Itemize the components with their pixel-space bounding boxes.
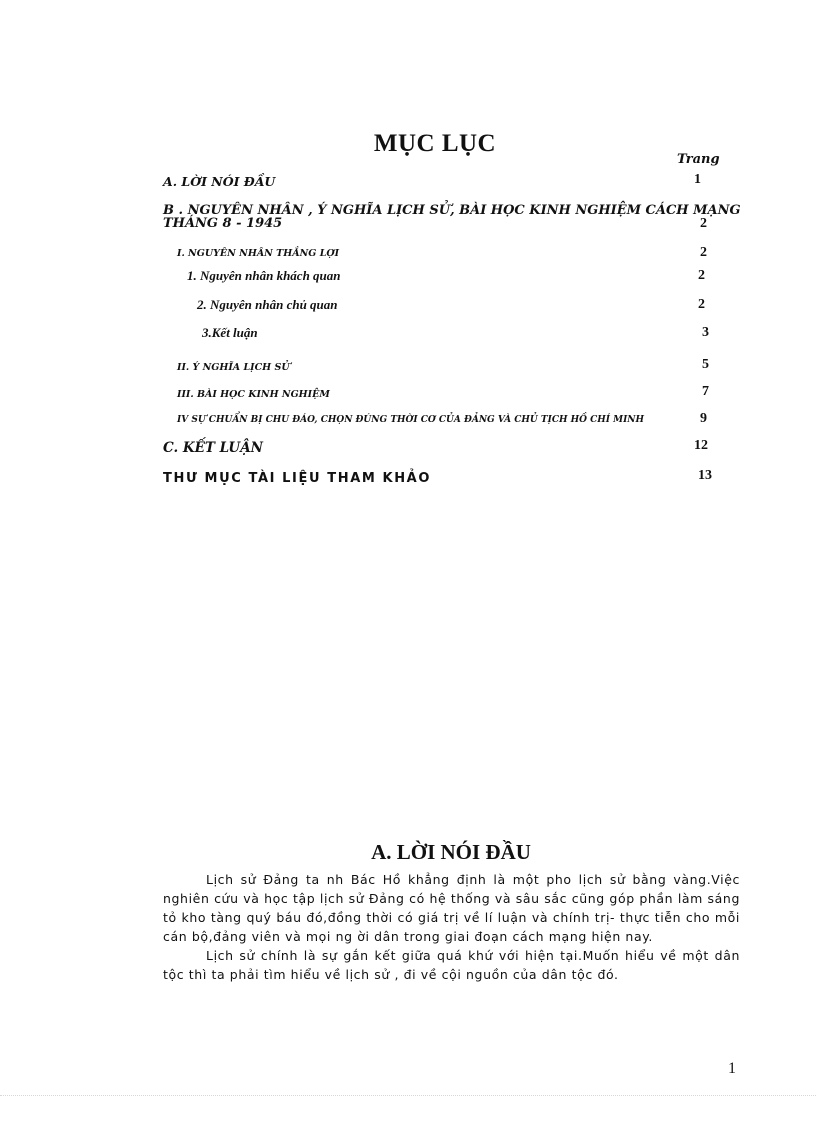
toc-entry-label: III. BÀI HỌC KINH NGHIỆM bbox=[177, 389, 330, 400]
toc-entry-label: I. NGUYÊN NHÂN THẮNG LỢI bbox=[177, 248, 340, 259]
toc-entry-page: 9 bbox=[700, 411, 707, 426]
toc-entry-label-cont: THÁNG 8 - 1945 bbox=[163, 216, 283, 231]
toc-entry-page: 2 bbox=[700, 245, 707, 260]
toc-entry-label: 3.Kết luận bbox=[202, 325, 258, 340]
toc-entry-label: 2. Nguyên nhân chủ quan bbox=[197, 297, 338, 312]
toc-page-header: Trang bbox=[677, 152, 720, 167]
paragraph: Lịch sử chính là sự gắn kết giữa quá khứ với hiện tại.Muốn hiểu về một dân tộc thì ta phải tìm hiểu về lịch sử , đi về cội nguồn của dân tộc đó. bbox=[163, 948, 740, 982]
toc-entry-label: C. KẾT LUẬN bbox=[163, 440, 264, 456]
footer-divider bbox=[0, 1095, 816, 1096]
toc-entry-label: THƯ MỤC TÀI LIỆU THAM KHẢO bbox=[163, 471, 431, 486]
page-number: 1 bbox=[728, 1060, 736, 1077]
toc-entry-label: B . NGUYÊN NHÂN , Ý NGHĨA LỊCH SỬ, BÀI HỌC KINH NGHIỆM CÁCH MẠNG bbox=[163, 203, 741, 218]
toc-entry-label: 1. Nguyên nhân khách quan bbox=[187, 268, 341, 283]
toc-title: MỤC LỤC bbox=[373, 130, 497, 157]
toc-entry-page: 2 bbox=[698, 268, 705, 283]
toc-entry-page: 7 bbox=[702, 384, 709, 399]
toc-entry-page: 13 bbox=[698, 468, 712, 483]
paragraph: Lịch sử Đảng ta nh Bác Hồ khẳng định là một pho lịch sử bằng vàng.Việc nghiên cứu và học tập lịch sử Đảng có hệ thống và sâu sắc cũng góp phần làm sáng tỏ kho tàng quý báu đó,đồng thời có giá trị về lí luận và chính trị- thực tiễn cho mỗi cán bộ,đảng viên và mọi ng ời dân trong giai đoạn cách mạng hiện nay. bbox=[163, 872, 740, 944]
toc-entry-page: 1 bbox=[694, 172, 701, 187]
toc-entry-page: 12 bbox=[694, 438, 708, 453]
toc-entry-page: 3 bbox=[702, 325, 709, 340]
body-text bbox=[163, 870, 740, 984]
toc-entry-page: 2 bbox=[700, 216, 707, 231]
section-title: A. LỜI NÓI ĐẦU bbox=[371, 840, 531, 864]
toc-entry-label: A. LỜI NÓI ĐẦU bbox=[163, 174, 276, 189]
toc-entry-page: 2 bbox=[698, 297, 705, 312]
toc-entry-page: 5 bbox=[702, 357, 709, 372]
toc-entry-label: II. Ý NGHĨA LỊCH SỬ bbox=[177, 362, 290, 373]
toc-entry-label: IV SỰ CHUẨN BỊ CHU ĐÁO, CHỌN ĐÚNG THỜI CƠ CỦA ĐẢNG VÀ CHỦ TỊCH HỒ CHÍ MINH bbox=[177, 415, 645, 425]
